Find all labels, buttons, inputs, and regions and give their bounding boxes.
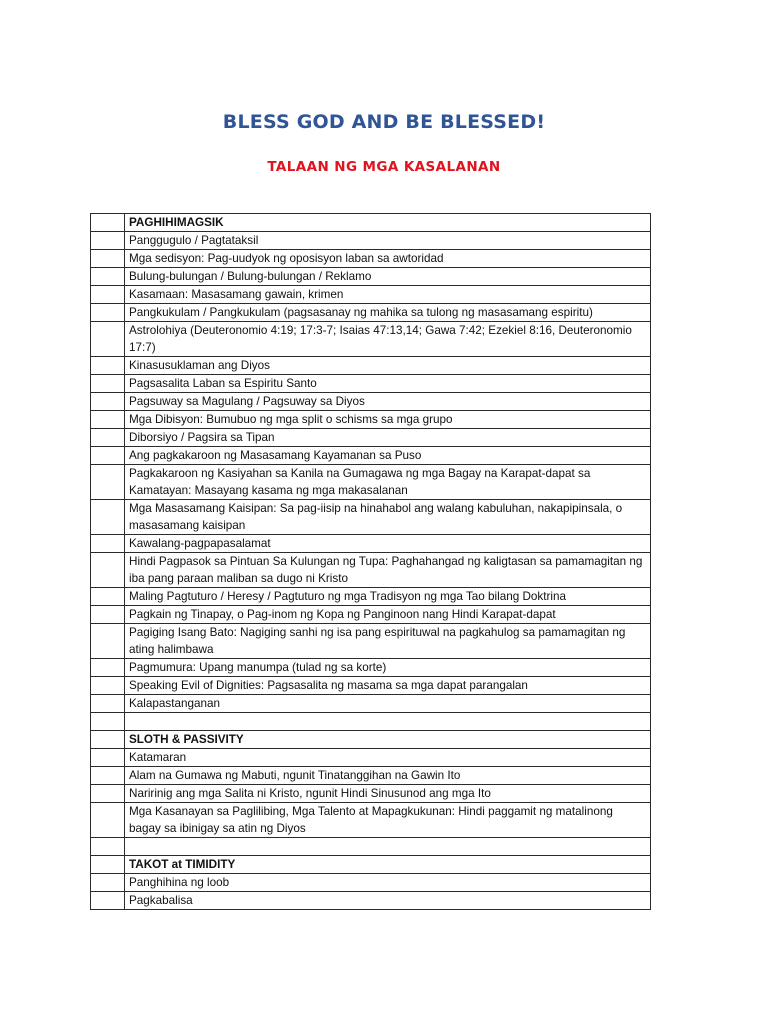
sin-entry: Ang pagkakaroon ng Masasamang Kayamanan sa Puso	[125, 447, 651, 465]
sin-entry: Pagkakaroon ng Kasiyahan sa Kanila na Gumagawa ng mga Bagay na Karapat-dapat sa Kamatayan: Masayang kasama ng mga makasalanan	[125, 465, 651, 500]
blank-row	[91, 838, 651, 856]
section-heading: PAGHIHIMAGSIK	[125, 214, 651, 232]
checkbox-cell	[91, 731, 125, 749]
sin-entry: Mga Dibisyon: Bumubuo ng mga split o schisms sa mga grupo	[125, 411, 651, 429]
table-row	[91, 322, 651, 357]
checkbox-cell	[91, 606, 125, 624]
checkbox-cell	[91, 695, 125, 713]
table-row	[91, 606, 651, 624]
table-row	[91, 429, 651, 447]
table-row	[91, 892, 651, 910]
checkbox-cell	[91, 749, 125, 767]
sin-entry: Panghihina ng loob	[125, 874, 651, 892]
sin-entry: Kalapastanganan	[125, 695, 651, 713]
table-row	[91, 749, 651, 767]
checkbox-cell	[91, 803, 125, 838]
section-heading: TAKOT at TIMIDITY	[125, 856, 651, 874]
checkbox-cell	[91, 785, 125, 803]
sin-entry: Mga Masasamang Kaisipan: Sa pag-iisip na hinahabol ang walang kabuluhan, nakapipinsala, o masasamang kaisipan	[125, 500, 651, 535]
table-row	[91, 232, 651, 250]
table-row	[91, 785, 651, 803]
document-subtitle: TALAAN NG MGA KASALANAN	[267, 159, 501, 175]
checkbox-cell	[91, 677, 125, 695]
checkbox-cell	[91, 357, 125, 375]
blank-row	[91, 713, 651, 731]
checkbox-cell	[91, 322, 125, 357]
checkbox-cell	[91, 232, 125, 250]
sin-entry: Panggugulo / Pagtataksil	[125, 232, 651, 250]
sin-entry: Pagsasalita Laban sa Espiritu Santo	[125, 375, 651, 393]
checkbox-cell	[91, 250, 125, 268]
table-row	[91, 304, 651, 322]
checkbox-cell	[91, 874, 125, 892]
table-row	[91, 677, 651, 695]
checkbox-cell	[91, 411, 125, 429]
sin-entry: Pagsuway sa Magulang / Pagsuway sa Diyos	[125, 393, 651, 411]
checkbox-cell	[91, 838, 125, 856]
checkbox-cell	[91, 588, 125, 606]
sins-table-body	[91, 214, 651, 910]
checkbox-cell	[91, 856, 125, 874]
sin-entry: Diborsiyo / Pagsira sa Tipan	[125, 429, 651, 447]
sin-entry: Katamaran	[125, 749, 651, 767]
checkbox-cell	[91, 892, 125, 910]
checkbox-cell	[91, 214, 125, 232]
checkbox-cell	[91, 375, 125, 393]
table-row	[91, 393, 651, 411]
sin-entry: Pagkain ng Tinapay, o Pag-inom ng Kopa ng Panginoon nang Hindi Karapat-dapat	[125, 606, 651, 624]
table-row	[91, 250, 651, 268]
table-row	[91, 695, 651, 713]
checkbox-cell	[91, 535, 125, 553]
table-row	[91, 874, 651, 892]
checkbox-cell	[91, 268, 125, 286]
sin-entry: Kinasusuklaman ang Diyos	[125, 357, 651, 375]
table-row	[91, 357, 651, 375]
sin-entry	[125, 713, 651, 731]
sin-entry: Mga sedisyon: Pag-uudyok ng oposisyon laban sa awtoridad	[125, 250, 651, 268]
sin-entry: Pagiging Isang Bato: Nagiging sanhi ng isa pang espirituwal na pagkahulog sa pamamagitan ng ating halimbawa	[125, 624, 651, 659]
checkbox-cell	[91, 393, 125, 411]
checkbox-cell	[91, 286, 125, 304]
checkbox-cell	[91, 465, 125, 500]
sins-table	[90, 213, 651, 910]
sin-entry: Hindi Pagpasok sa Pintuan Sa Kulungan ng Tupa: Paghahangad ng kaligtasan sa pamamagitan ng iba pang paraan maliban sa dugo ni Kristo	[125, 553, 651, 588]
sin-entry: Pangkukulam / Pangkukulam (pagsasanay ng mahika sa tulong ng masasamang espiritu)	[125, 304, 651, 322]
table-row	[91, 624, 651, 659]
table-row	[91, 411, 651, 429]
table-row	[91, 375, 651, 393]
checkbox-cell	[91, 767, 125, 785]
table-row	[91, 767, 651, 785]
section-heading-row	[91, 856, 651, 874]
sin-entry: Alam na Gumawa ng Mabuti, ngunit Tinatanggihan na Gawin Ito	[125, 767, 651, 785]
checkbox-cell	[91, 429, 125, 447]
table-row	[91, 286, 651, 304]
table-row	[91, 535, 651, 553]
table-row	[91, 268, 651, 286]
sin-entry: Maling Pagtuturo / Heresy / Pagtuturo ng mga Tradisyon ng mga Tao bilang Doktrina	[125, 588, 651, 606]
checkbox-cell	[91, 713, 125, 731]
checkbox-cell	[91, 624, 125, 659]
table-row	[91, 553, 651, 588]
table-row	[91, 447, 651, 465]
checkbox-cell	[91, 304, 125, 322]
checkbox-cell	[91, 553, 125, 588]
section-heading-row	[91, 214, 651, 232]
sin-entry: Mga Kasanayan sa Paglilibing, Mga Talento at Mapagkukunan: Hindi paggamit ng matalinong bagay sa ibinigay sa atin ng Diyos	[125, 803, 651, 838]
table-row	[91, 465, 651, 500]
checkbox-cell	[91, 500, 125, 535]
table-row	[91, 659, 651, 677]
section-heading-row	[91, 731, 651, 749]
sin-entry: Kawalang-pagpapasalamat	[125, 535, 651, 553]
table-row	[91, 803, 651, 838]
sin-entry: Bulung-bulungan / Bulung-bulungan / Reklamo	[125, 268, 651, 286]
document-title: BLESS GOD AND BE BLESSED!	[222, 111, 546, 133]
section-heading: SLOTH & PASSIVITY	[125, 731, 651, 749]
table-row	[91, 588, 651, 606]
sin-entry: Speaking Evil of Dignities: Pagsasalita ng masama sa mga dapat parangalan	[125, 677, 651, 695]
sin-entry: Pagmumura: Upang manumpa (tulad ng sa korte)	[125, 659, 651, 677]
checkbox-cell	[91, 447, 125, 465]
checkbox-cell	[91, 659, 125, 677]
sin-entry: Kasamaan: Masasamang gawain, krimen	[125, 286, 651, 304]
sin-entry: Astrolohiya (Deuteronomio 4:19; 17:3-7; Isaias 47:13,14; Gawa 7:42; Ezekiel 8:16, Deuteronomio 17:7)	[125, 322, 651, 357]
sin-entry: Naririnig ang mga Salita ni Kristo, ngunit Hindi Sinusunod ang mga Ito	[125, 785, 651, 803]
sin-entry	[125, 838, 651, 856]
table-row	[91, 500, 651, 535]
sin-entry: Pagkabalisa	[125, 892, 651, 910]
